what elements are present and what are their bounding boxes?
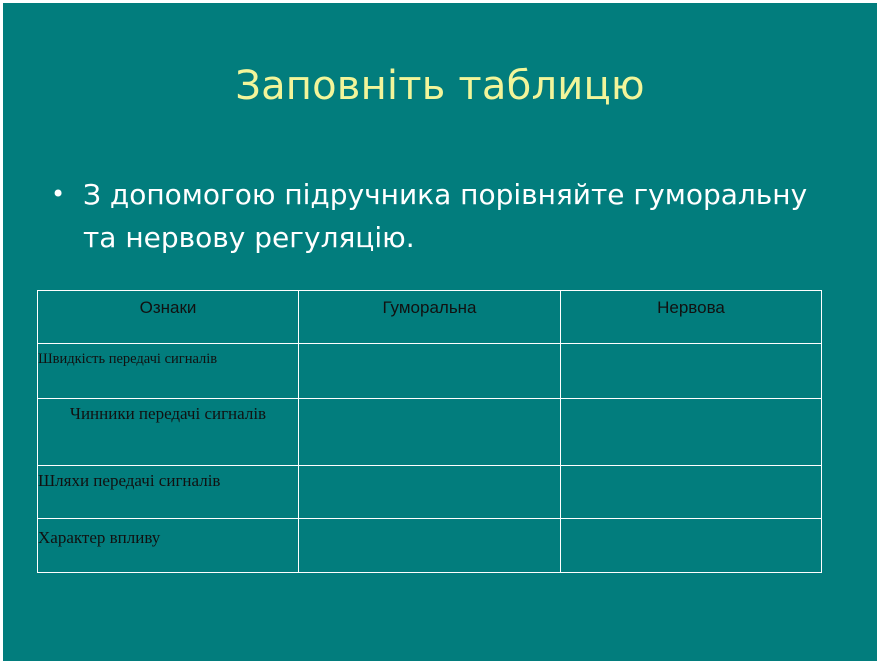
header-cell-humoral: Гуморальна [299,291,561,344]
slide-title: Заповніть таблицю [235,63,645,109]
nervous-cell[interactable] [561,399,822,466]
humoral-cell[interactable] [299,399,561,466]
table-header-row [38,291,822,344]
humoral-cell[interactable] [299,344,561,399]
table-row [38,466,822,519]
header-cell-nervous: Нервова [561,291,822,344]
nervous-cell[interactable] [561,344,822,399]
row-label: Швидкість передачі сигналів [38,344,299,399]
humoral-cell[interactable] [299,466,561,519]
bullet-text: З допомогою підручника порівняйте гуморальну та нервову регуляцію. [83,178,808,254]
row-label: Характер впливу [38,519,299,573]
bullet-dot-icon: • [51,180,66,208]
row-label: Чинники передачі сигналів [38,399,299,466]
table-row [38,344,822,399]
row-label: Шляхи передачі сигналів [38,466,299,519]
table-row [38,519,822,573]
comparison-table [37,290,822,573]
table-row [38,399,822,466]
nervous-cell[interactable] [561,466,822,519]
humoral-cell[interactable] [299,519,561,573]
nervous-cell[interactable] [561,519,822,573]
header-cell-features: Ознаки [38,291,299,344]
